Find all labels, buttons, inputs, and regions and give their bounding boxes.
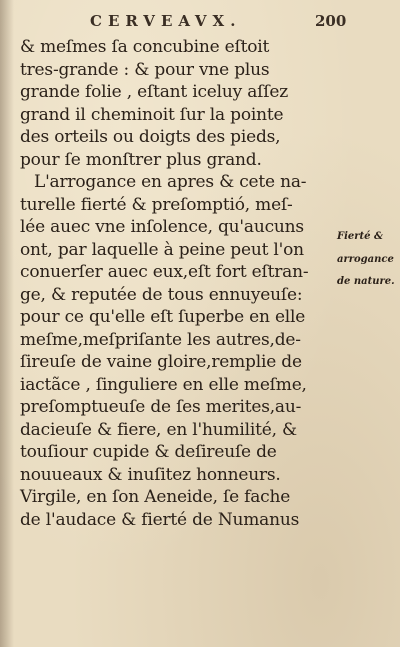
text-line: pour ſe monſtrer plus grand. — [20, 149, 262, 170]
text-line: touſiour cupide & deſireuſe de — [20, 442, 277, 462]
text-line: dacieuſe & fiere, en l'humilité, & — [20, 419, 297, 440]
text-line: turelle fierté & preſomptió, meſ- — [20, 194, 293, 215]
text-line: ont, par laquelle à peine peut l'on — [20, 239, 304, 260]
text-line: des orteils ou doigts des pieds, — [20, 127, 281, 147]
text-line: nouueaux & inuſitez honneurs. — [20, 464, 281, 485]
margin-note: de nature. — [337, 276, 395, 287]
gutter-shadow — [0, 0, 14, 647]
text-line: & meſmes ſa concubine eſtoit — [20, 37, 270, 57]
text-line: grande folie , eſtant iceluy aſſez — [20, 82, 288, 102]
running-head: CERVEAVX. — [90, 12, 242, 30]
margin-note: Fierté & — [337, 231, 384, 242]
text-line: ge, & reputée de tous ennuyeuſe: — [20, 284, 303, 305]
margin-note: arrogance — [337, 253, 394, 265]
text-line: L'arrogance en apres & cete na- — [34, 172, 307, 192]
text-line: de l'audace & fierté de Numanus — [20, 509, 300, 530]
text-line: Virgile, en ſon Aeneide, ſe fache — [20, 487, 291, 507]
text-line: iactãce , ſinguliere en elle meſme, — [20, 374, 307, 395]
page-number: 200 — [315, 12, 347, 30]
text-line: ſireuſe de vaine gloire,remplie de — [20, 352, 302, 372]
text-line: meſme,meſpriſante les autres,de- — [20, 329, 301, 350]
text-line: conuerſer auec eux,eſt fort eſtran- — [20, 262, 309, 282]
text-line: pour ce qu'elle eſt ſuperbe en elle — [20, 307, 306, 327]
text-line: preſomptueuſe de ſes merites,au- — [20, 397, 302, 417]
text-line: lée auec vne inſolence, qu'aucuns — [20, 217, 304, 237]
text-line: grand il cheminoit ſur la pointe — [20, 104, 284, 125]
page-header — [60, 4, 380, 34]
margin-notes — [337, 226, 400, 294]
text-line: tres-grande : & pour vne plus — [20, 59, 270, 80]
body-text — [20, 36, 350, 531]
